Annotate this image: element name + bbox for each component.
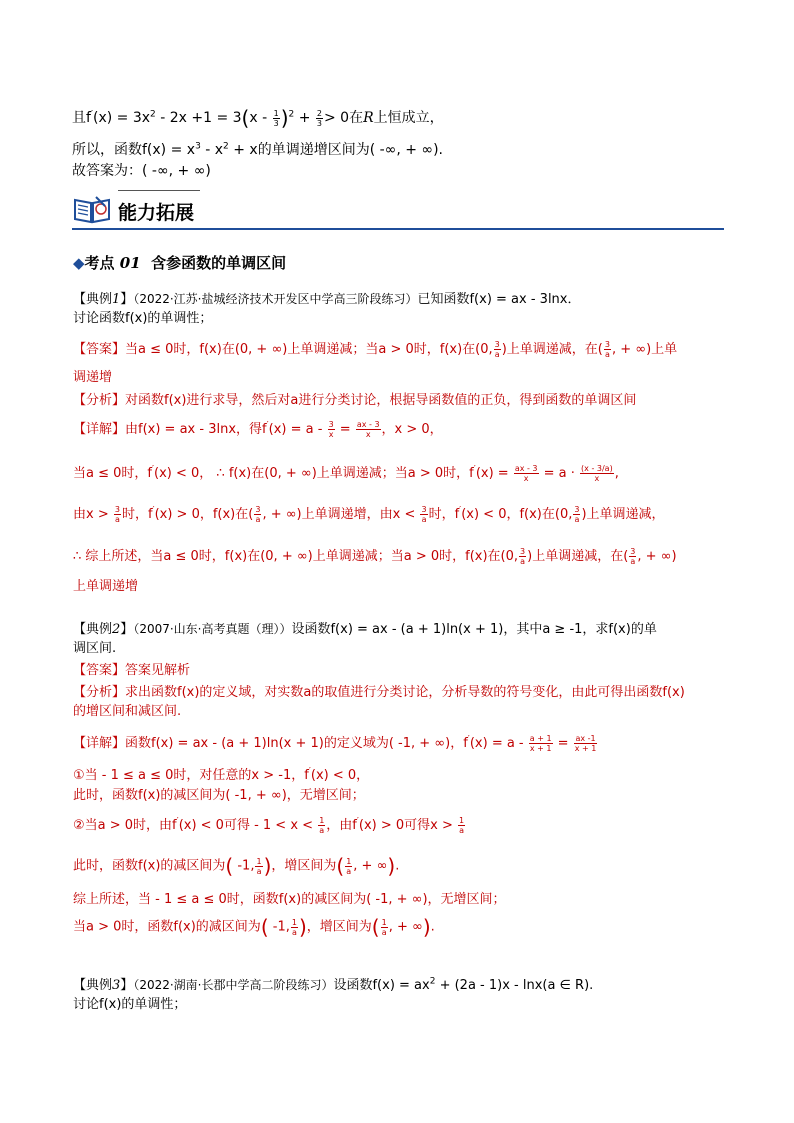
analysis-tag: 【分析】 xyxy=(73,685,126,700)
ex-question-text: + (2a - 1)x - lnx(a ∈ R). xyxy=(435,978,594,993)
ex-number: 1 xyxy=(112,292,121,307)
detail-text: ，增区间为 xyxy=(271,858,337,874)
ex2-summary-2 xyxy=(73,915,435,939)
detail-text: (x) < 0，f(x)在(0, xyxy=(461,507,573,522)
header-rule-bottom xyxy=(72,228,724,230)
ex-tag: 【典例 xyxy=(73,622,113,637)
detail-text: , + ∞)上单调递增，由x < xyxy=(262,507,420,522)
prime-mark: ′ xyxy=(266,420,269,431)
ex1-detail-4 xyxy=(73,545,677,566)
detail-text: , + ∞ xyxy=(353,858,388,874)
detail-text: ，增区间为 xyxy=(306,919,372,935)
fraction: $\frac{ax -1}{x + 1}$ xyxy=(574,734,597,753)
prime-mark: ′ xyxy=(308,766,311,777)
ex-tag: 】 xyxy=(120,622,134,637)
fraction: $\frac{3}{a}$ xyxy=(574,505,580,524)
ex3-question-2: 讨论f(x)的单调性； xyxy=(73,997,187,1012)
detail-text: ①当 - 1 ≤ a ≤ 0时，对任意的x > -1，f xyxy=(73,768,309,783)
ex-number: 3 xyxy=(112,978,121,993)
fraction: $\frac{1}{3}$ xyxy=(273,108,279,128)
section-title: 能力拓展 xyxy=(118,202,195,224)
topic-title: 含参函数的单调区间 xyxy=(151,254,287,272)
answer-text: )上单调递减，在( xyxy=(501,342,603,357)
detail-text: , + ∞ xyxy=(388,919,423,935)
intro-text: > 0在 xyxy=(323,110,364,126)
prime-mark: ′ xyxy=(90,109,93,120)
ex-source: （2007·山东·高考真题（理）） xyxy=(133,622,292,636)
detail-text: 时，f xyxy=(428,507,460,522)
topic-label: 考点 xyxy=(84,254,115,272)
ex-source: （2022·江苏·盐城经济技术开发区中学高三阶段练习） xyxy=(133,292,418,306)
ex-question-text: 设函数f(x) = ax - (a + 1)ln(x + 1)，其中a ≥ -1，求f(x)的单 xyxy=(291,622,657,637)
analysis-text: 对函数f(x)进行求导，然后对a进行分类讨论，根据导函数值的正负，得到函数的单调区间 xyxy=(125,393,637,408)
intro-text: 且f xyxy=(72,110,91,126)
fraction: $\frac{3}{x}$ xyxy=(328,420,334,439)
answer-tag: 【答案】 xyxy=(73,342,126,357)
prime-mark: ′ xyxy=(176,816,179,827)
detail-text: 时，f xyxy=(121,507,153,522)
fraction: $\frac{3}{a}$ xyxy=(421,505,427,524)
analysis-text: 求出函数f(x)的定义域，对实数a的取值进行分类讨论，分析导数的符号变化，由此可得出函数f(x) xyxy=(125,685,685,700)
ex2-analysis xyxy=(73,681,685,700)
detail-text: . xyxy=(395,858,400,874)
big-paren: ) xyxy=(280,106,289,130)
topic-number: 01 xyxy=(119,254,141,272)
prime-mark: ′ xyxy=(152,505,155,516)
prime-mark: ′ xyxy=(459,505,462,516)
ex-tag: 】 xyxy=(120,978,134,993)
big-paren: ( xyxy=(225,854,234,878)
intro-text: - x xyxy=(200,142,224,158)
ex-source: （2022·湖南·长郡中学高二阶段练习） xyxy=(133,978,334,992)
section-header xyxy=(72,188,724,230)
fraction: $\frac{ax - 3}{x}$ xyxy=(356,420,380,439)
diamond-icon: ◆ xyxy=(73,254,85,272)
exponent: 3 xyxy=(195,141,201,152)
intro-line-2 xyxy=(72,139,443,159)
detail-text: (x) = a - xyxy=(268,422,327,437)
ex-tag: 【典例 xyxy=(73,292,113,307)
ex2-answer xyxy=(73,659,190,678)
ex-question-text: 设函数f(x) = ax xyxy=(333,978,430,993)
fraction: $\frac{(x - 3/a)}{x}$ xyxy=(581,464,613,483)
ex2-summary-1: 综上所述，当 - 1 ≤ a ≤ 0时，函数f(x)的减区间为( -1, + ∞)，无增区间； xyxy=(73,892,506,907)
detail-text: (x) < 0， xyxy=(310,768,370,783)
fraction: $\frac{1}{a}$ xyxy=(381,917,387,937)
detail-text: ∴ 综上所述，当a ≤ 0时，f(x)在(0, + ∞)上单调递减；当a > 0时，f(x)在(0, xyxy=(73,549,519,564)
detail-text: 当a ≤ 0时，f xyxy=(73,466,152,481)
prime-mark: ′ xyxy=(151,464,155,475)
intro-text: (x) = 3x xyxy=(92,110,151,126)
intro-text: + x的单调递增区间为( -∞, + ∞). xyxy=(228,142,443,158)
fraction: $\frac{3}{a}$ xyxy=(630,547,636,566)
ex2-case-2-b xyxy=(73,854,399,878)
detail-text: )上单调递减，在( xyxy=(527,549,629,564)
fraction: $\frac{1}{a}$ xyxy=(256,856,262,876)
ex2-analysis-2: 的增区间和减区间. xyxy=(73,704,182,719)
fraction: $\frac{1}{a}$ xyxy=(319,816,325,835)
fraction: $\frac{2}{3}$ xyxy=(316,108,322,128)
detail-text: -1, xyxy=(233,858,255,874)
fraction: $\frac{1}{a}$ xyxy=(346,856,352,876)
detail-text: (x) < 0， ∴ f(x)在(0, + ∞)上单调递减；当a > 0时，f xyxy=(154,466,474,481)
ex1-detail-5: 上单调递增 xyxy=(73,579,139,594)
ex3-question xyxy=(73,974,593,993)
ex1-analysis xyxy=(73,389,636,408)
answer-text: 当a ≤ 0时，f(x)在(0, + ∞)上单调递减；当a > 0时，f(x)在(0, xyxy=(125,342,493,357)
exponent: 2 xyxy=(288,109,295,120)
ex-tag: 】 xyxy=(120,292,134,307)
exponent: 2 xyxy=(223,141,229,152)
detail-text: ，x > 0， xyxy=(381,422,443,437)
detail-text: = a · xyxy=(539,466,580,481)
detail-text: 由f(x) = ax - 3lnx，得f xyxy=(125,422,267,437)
fraction: $\frac{1}{a}$ xyxy=(459,816,465,835)
ex2-case-1-b: 此时，函数f(x)的减区间为( -1, + ∞)，无增区间； xyxy=(73,788,365,803)
prime-mark: ′ xyxy=(473,464,476,475)
detail-text: )上单调递减， xyxy=(581,507,665,522)
detail-text: -1, xyxy=(268,919,290,935)
ex2-case-1 xyxy=(73,764,369,783)
prime-mark: ′ xyxy=(356,816,359,827)
analysis-tag: 【分析】 xyxy=(73,393,126,408)
big-paren: ) xyxy=(387,854,396,878)
detail-text: , + ∞) xyxy=(637,549,677,564)
topic-heading xyxy=(73,252,286,273)
header-rule-top xyxy=(118,190,200,191)
fraction: $\frac{3}{a}$ xyxy=(255,505,261,524)
ex2-case-2 xyxy=(73,814,466,835)
ex1-detail-1 xyxy=(73,418,443,439)
answer-text: , + ∞)上单 xyxy=(611,342,678,357)
intro-line-3: 故答案为：( -∞, + ∞) xyxy=(72,163,211,179)
big-paren: ) xyxy=(298,915,307,939)
big-paren: ( xyxy=(336,854,345,878)
big-paren: ( xyxy=(371,915,380,939)
fraction: $\frac{3}{a}$ xyxy=(114,505,120,524)
fraction: $\frac{ax - 3}{x}$ xyxy=(514,464,538,483)
big-paren: ( xyxy=(241,106,250,130)
detail-text: 此时，函数f(x)的减区间为 xyxy=(73,858,226,874)
intro-text: 所以，函数f(x) = x xyxy=(72,142,196,158)
book-icon xyxy=(72,194,112,224)
fraction: $\frac{3}{a}$ xyxy=(494,340,500,359)
fraction: $\frac{3}{a}$ xyxy=(604,340,610,359)
answer-tag: 【答案】 xyxy=(73,663,126,678)
detail-text: 当a > 0时，函数f(x)的减区间为 xyxy=(73,919,261,935)
ex-number: 2 xyxy=(112,622,121,637)
ex-question-text: 已知函数f(x) = ax - 3lnx． xyxy=(417,292,581,307)
detail-text: , xyxy=(614,466,619,481)
detail-text: (x) = xyxy=(475,466,513,481)
detail-text: (x) > 0，f(x)在( xyxy=(154,507,254,522)
prime-mark: ′ xyxy=(467,734,470,745)
ex1-question-2: 讨论函数f(x)的单调性； xyxy=(73,311,213,326)
detail-text: 由x > xyxy=(73,507,113,522)
fraction: $\frac{a + 1}{x + 1}$ xyxy=(529,734,552,753)
set-symbol: R xyxy=(363,110,374,126)
detail-text: . xyxy=(430,919,435,935)
detail-text: ，由f xyxy=(326,818,357,833)
detail-text: ②当a > 0时，由f xyxy=(73,818,177,833)
ex2-question-2: 调区间. xyxy=(73,641,117,656)
big-paren: ) xyxy=(263,854,272,878)
detail-tag: 【详解】 xyxy=(73,422,126,437)
ex1-answer xyxy=(73,338,677,359)
detail-text: (x) > 0可得x > xyxy=(358,818,458,833)
exponent: 2 xyxy=(150,109,156,120)
ex1-question xyxy=(73,288,581,307)
intro-text: 上恒成立， xyxy=(373,110,444,126)
detail-text: = xyxy=(335,422,355,437)
ex1-detail-2 xyxy=(73,462,619,483)
big-paren: ( xyxy=(260,915,269,939)
big-paren: ) xyxy=(422,915,431,939)
detail-text: (x) < 0可得 - 1 < x < xyxy=(178,818,318,833)
intro-text: - 2x +1 = 3 xyxy=(155,110,242,126)
ex1-answer-2: 调递增 xyxy=(73,370,113,385)
fraction: $\frac{3}{a}$ xyxy=(520,547,526,566)
ex2-question xyxy=(73,618,657,637)
intro-line-1 xyxy=(72,106,444,130)
detail-text: = xyxy=(553,736,573,751)
intro-text: + xyxy=(294,110,315,126)
detail-text: (x) = a - xyxy=(469,736,528,751)
detail-tag: 【详解】 xyxy=(73,736,126,751)
ex-tag: 【典例 xyxy=(73,978,113,993)
ex2-detail-1 xyxy=(73,732,598,753)
ex1-detail-3 xyxy=(73,503,665,524)
fraction: $\frac{1}{a}$ xyxy=(291,917,297,937)
exponent: 2 xyxy=(429,976,436,987)
answer-text: 答案见解析 xyxy=(125,663,191,678)
intro-text: x - xyxy=(249,110,272,126)
detail-text: 函数f(x) = ax - (a + 1)ln(x + 1)的定义域为( -1, + ∞)，f xyxy=(125,736,468,751)
